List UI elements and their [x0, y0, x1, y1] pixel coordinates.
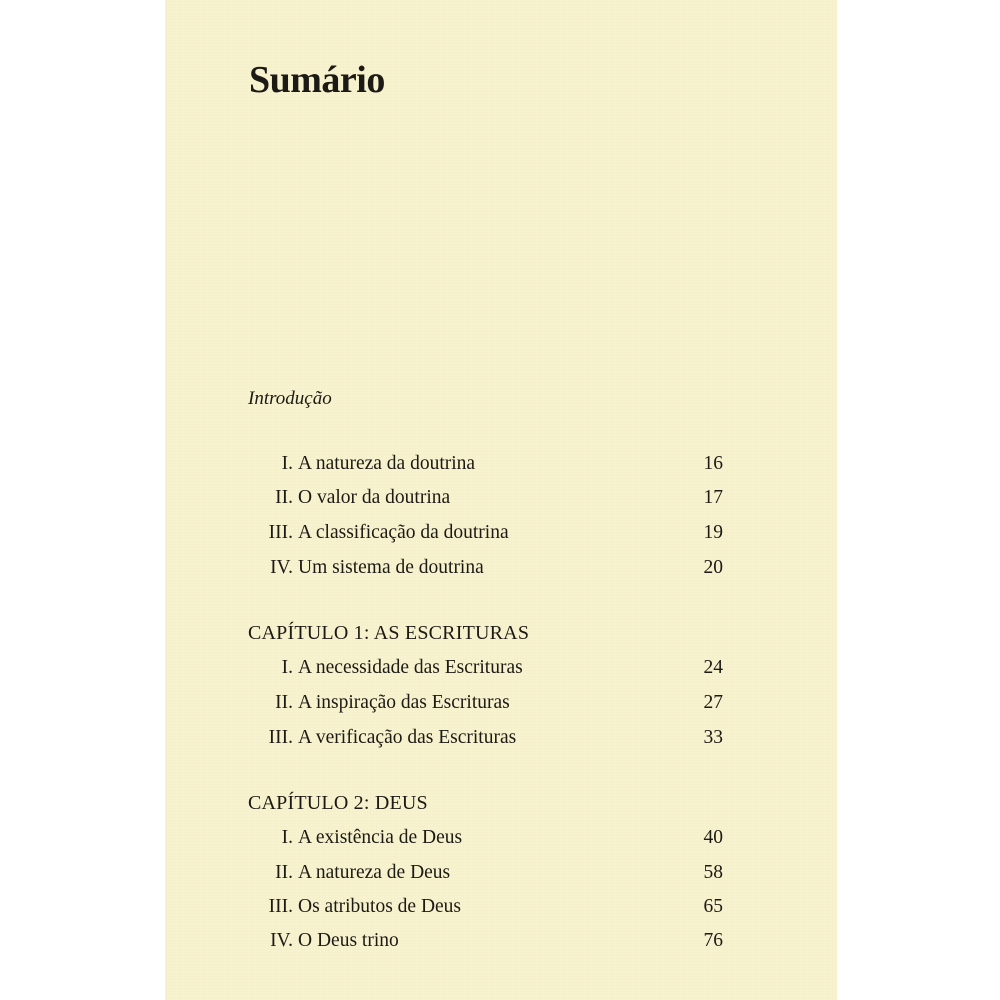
entry-number: III. — [268, 896, 293, 917]
toc-entry — [165, 522, 837, 552]
entry-page-number: 24 — [703, 657, 723, 678]
entry-page-number: 76 — [703, 930, 723, 951]
entry-number: I. — [281, 657, 293, 678]
toc-entry — [165, 487, 837, 517]
entry-label: A classificação da doutrina — [298, 522, 509, 543]
toc-entry — [165, 692, 837, 722]
entry-label: A inspiração das Escrituras — [298, 692, 510, 713]
entry-number: III. — [268, 522, 293, 543]
entry-page-number: 20 — [703, 557, 723, 578]
entry-label: Os atributos de Deus — [298, 896, 462, 917]
book-page — [165, 0, 837, 1000]
toc-entry — [165, 453, 837, 483]
entry-label: Um sistema de doutrina — [298, 557, 484, 578]
entry-number: IV. — [270, 557, 293, 578]
entry-number: II. — [275, 862, 293, 883]
entry-page-number: 27 — [703, 692, 723, 713]
entry-number: II. — [275, 692, 293, 713]
entry-page-number: 19 — [703, 522, 723, 543]
entry-label: A verificação das Escrituras — [298, 727, 517, 748]
entry-page-number: 40 — [703, 827, 723, 848]
toc-entry — [165, 727, 837, 757]
entry-label: A necessidade das Escrituras — [298, 657, 523, 678]
entry-page-number: 17 — [703, 487, 723, 508]
entry-number: III. — [268, 727, 293, 748]
toc-entry — [165, 862, 837, 892]
entry-number: II. — [275, 487, 293, 508]
entry-page-number: 33 — [703, 727, 723, 748]
entry-label: O valor da doutrina — [298, 487, 451, 508]
chapter-heading: CAPÍTULO 1: AS ESCRITURAS — [248, 622, 530, 644]
toc-entry — [165, 827, 837, 857]
toc-entry — [165, 657, 837, 687]
intro-heading: Introdução — [248, 388, 332, 409]
entry-number: I. — [281, 453, 293, 474]
entry-number: IV. — [270, 930, 293, 951]
entry-label: O Deus trino — [298, 930, 399, 951]
chapter-heading: CAPÍTULO 2: DEUS — [248, 792, 428, 814]
entry-label: A existência de Deus — [298, 827, 463, 848]
toc-entry — [165, 896, 837, 926]
entry-label: A natureza de Deus — [298, 862, 451, 883]
page-title: Sumário — [249, 59, 385, 101]
entry-page-number: 58 — [703, 862, 723, 883]
toc-entry — [165, 557, 837, 587]
entry-number: I. — [281, 827, 293, 848]
toc-entry — [165, 930, 837, 960]
entry-page-number: 65 — [703, 896, 723, 917]
entry-page-number: 16 — [703, 453, 723, 474]
entry-label: A natureza da doutrina — [298, 453, 476, 474]
